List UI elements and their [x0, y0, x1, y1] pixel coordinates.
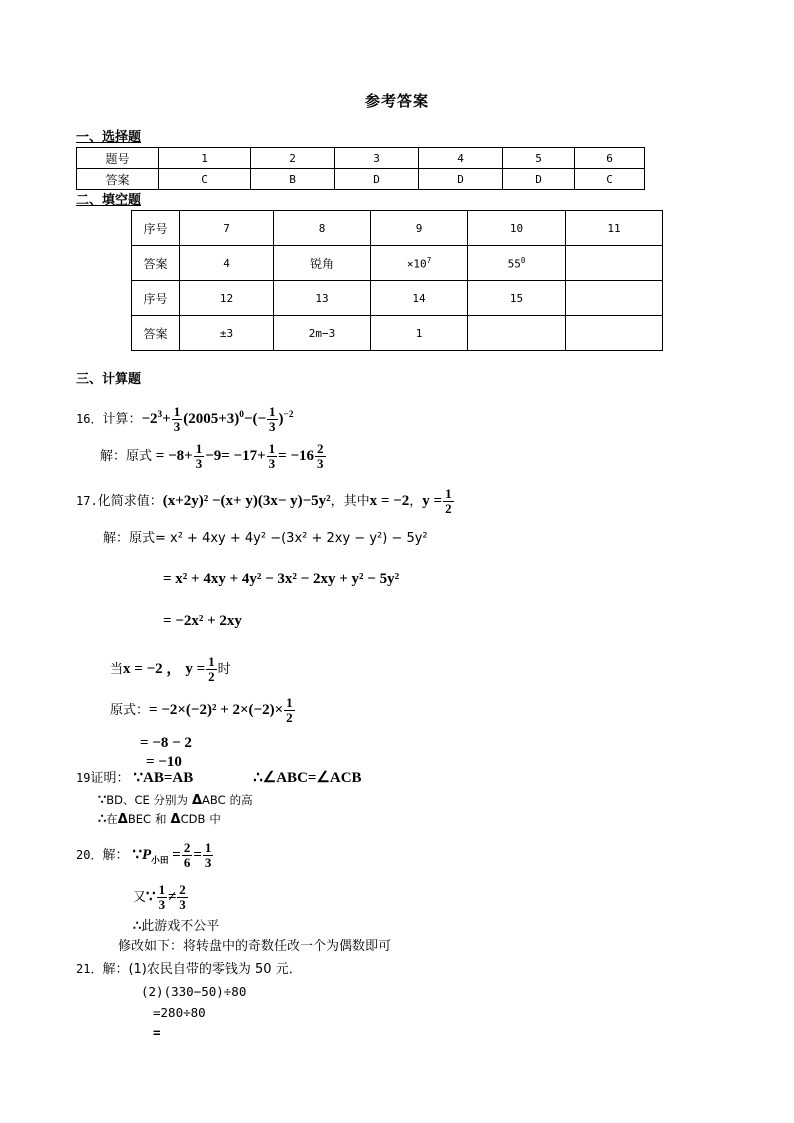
expr-op: −(− — [243, 411, 267, 428]
expr-paren: ) — [278, 411, 284, 428]
proof-text: 和 — [155, 812, 167, 826]
calc-text: =280÷80 — [153, 1005, 206, 1020]
cell-question-number: 6 — [575, 148, 645, 169]
cell-answer: C — [159, 169, 251, 190]
problem-20-probability — [132, 840, 214, 870]
problem-20-label: 解： — [102, 848, 129, 864]
cell-answer-base: ×10 — [406, 257, 427, 271]
problem-17-expression: (x+2y)² −(x+ y)(3x− y)−5y² — [162, 493, 331, 510]
step-text: = x² + 4xy + 4y² − 3x² − 2xy + y² − 5y² — [163, 571, 400, 587]
not-equal-symbol: ≠ — [168, 889, 177, 906]
result-text: = −10 — [146, 754, 182, 770]
result-text: = −8 − 2 — [140, 735, 192, 751]
fraction — [315, 442, 326, 470]
cell-answer: C — [575, 169, 645, 190]
expr-term: = −2×(−2)² + 2×(−2)× — [149, 702, 284, 719]
fraction-denominator: 3 — [179, 896, 186, 912]
problem-21-statement — [76, 963, 302, 976]
fraction — [267, 442, 278, 470]
problem-19-line-3 — [98, 812, 221, 826]
fraction-numerator: 1 — [445, 486, 452, 502]
fraction-denominator: 3 — [268, 455, 276, 471]
cell-question-number: 4 — [419, 148, 503, 169]
problem-17-step-2 — [163, 572, 399, 587]
proof-statement: ∠ABC=∠ACB — [262, 770, 362, 786]
fraction-denominator: 3 — [269, 418, 276, 434]
proof-text: BD、CE 分别为 — [106, 793, 188, 807]
section-heading-calc: 三、计算题 — [76, 372, 142, 387]
therefore-symbol: ∴ — [253, 770, 263, 786]
cell-question-number: 13 — [274, 281, 371, 316]
fraction-numerator: 2 — [183, 840, 191, 856]
table-row — [132, 316, 663, 351]
fraction — [203, 841, 214, 869]
cell-answer: 2m−3 — [274, 316, 371, 351]
row-label: 序号 — [132, 281, 180, 316]
fraction-numerator: 1 — [173, 404, 181, 420]
fraction — [443, 487, 454, 515]
row-label: 答案 — [77, 169, 159, 190]
cell-question-number: 5 — [503, 148, 575, 169]
section-heading-choice: 一、选择题 — [76, 130, 142, 145]
when-x: x = −2 ， — [123, 661, 182, 678]
expr-term: y = — [422, 493, 443, 510]
expr-op: = — [155, 448, 165, 465]
when-prefix: 当 — [110, 662, 124, 678]
problem-16-solution — [100, 443, 327, 471]
fraction-numerator: 1 — [269, 404, 276, 420]
problem-16-statement — [76, 406, 294, 434]
problem-17-step-3 — [163, 614, 242, 629]
expr-exponent: 3 — [157, 410, 163, 421]
fraction-numerator: 2 — [179, 882, 186, 898]
given-separator: ， — [409, 494, 423, 510]
proof-text: 中 — [209, 812, 221, 826]
fraction — [172, 405, 183, 433]
calc-text: (2)(330−50)÷80 — [141, 984, 247, 999]
probability-subscript: 小田 — [151, 856, 169, 867]
expr-op: = — [278, 448, 287, 465]
because-symbol: ∵ — [146, 889, 156, 906]
because-symbol: ∵ — [132, 847, 142, 864]
cell-answer-degree: 0 — [520, 255, 526, 265]
cell-question-number — [566, 281, 663, 316]
problem-20-line-4 — [118, 940, 391, 953]
fraction — [194, 442, 205, 470]
row-label: 题号 — [77, 148, 159, 169]
cell-answer: D — [503, 169, 575, 190]
cell-question-number: 15 — [468, 281, 566, 316]
problem-16-solution-math — [152, 441, 327, 471]
fraction-denominator: 3 — [317, 455, 324, 471]
fraction — [284, 696, 295, 724]
cell-question-number: 1 — [159, 148, 251, 169]
problem-17-given-y — [422, 486, 454, 516]
problem-17-label: 化简求值： — [97, 494, 163, 510]
modification-text: 修改如下：将转盘中的奇数任改一个为偶数即可 — [118, 939, 392, 954]
problem-19-line-2 — [98, 793, 253, 807]
problem-19-label: 证明： — [90, 771, 130, 786]
fraction-numerator: 1 — [286, 695, 293, 711]
cell-question-number: 11 — [566, 211, 663, 246]
row-label: 答案 — [132, 316, 180, 351]
cell-question-number: 9 — [371, 211, 468, 246]
step-text: 解：原式= x² + 4xy + 4y² −(3x² + 2xy − y²) − 5y² — [103, 531, 428, 546]
cell-answer: B — [251, 169, 335, 190]
substitution-math — [149, 695, 296, 725]
problem-17-result-1 — [140, 736, 192, 751]
fraction-numerator: 1 — [204, 840, 212, 856]
cell-answer: D — [419, 169, 503, 190]
expr-term: −2 — [141, 411, 158, 428]
problem-16-expression — [141, 404, 294, 434]
table-row — [132, 211, 663, 246]
fraction — [177, 883, 188, 911]
table-row — [132, 246, 663, 281]
fraction-denominator: 2 — [286, 709, 293, 725]
problem-21-line-1: (1)农民自带的零钱为 50 元． — [128, 962, 302, 977]
triangle-label: BEC — [127, 812, 152, 826]
cell-answer — [566, 316, 663, 351]
triangle-label: CDB — [180, 812, 206, 826]
cell-question-number: 12 — [180, 281, 274, 316]
problem-20-line-3 — [133, 919, 219, 933]
probability-symbol: P — [142, 847, 152, 864]
section-heading-fill: 二、填空题 — [76, 193, 142, 208]
problem-21-line-3 — [153, 1007, 206, 1020]
proof-statement: AB=AB — [143, 770, 194, 786]
problem-21-line-2 — [141, 986, 246, 999]
expr-term: −8+ — [168, 448, 193, 465]
fraction — [157, 883, 168, 911]
problem-17-given-x: x = −2 — [369, 493, 410, 510]
expr-exponent: 0 — [239, 410, 244, 421]
problem-20-inequality — [146, 882, 189, 912]
row-label: 答案 — [132, 246, 180, 281]
proof-text: 的高 — [229, 793, 253, 807]
fraction-denominator: 2 — [445, 500, 452, 516]
problem-16-number: 16． — [76, 412, 103, 427]
problem-21-number: 21． — [76, 962, 103, 976]
proof-text: 在 — [106, 812, 118, 826]
expr-exponent: −2 — [283, 410, 294, 421]
row-label: 序号 — [132, 211, 180, 246]
also-prefix: 又 — [133, 890, 147, 906]
cell-answer: D — [335, 169, 419, 190]
cell-answer: 4 — [180, 246, 274, 281]
when-y — [185, 654, 217, 684]
page-title: 参考答案 — [364, 92, 429, 110]
cell-question-number: 8 — [274, 211, 371, 246]
problem-17-given-text: ，其中 — [330, 494, 370, 510]
cell-question-number: 2 — [251, 148, 335, 169]
problem-20-number: 20． — [76, 848, 103, 863]
cell-question-number: 10 — [468, 211, 566, 246]
problem-20-statement — [76, 842, 214, 870]
substitution-prefix: 原式： — [110, 703, 150, 719]
expr-paren: (2005+3) — [183, 411, 240, 428]
expr-term: −17+ — [233, 448, 266, 465]
problem-17-when-line — [110, 656, 231, 684]
triangle-symbol: Δ — [117, 812, 128, 827]
therefore-symbol: ∴ — [133, 918, 142, 933]
problem-17-step-1 — [103, 532, 428, 545]
table-row — [77, 169, 645, 190]
problem-19-number: 19 — [76, 771, 91, 785]
fraction-denominator: 3 — [204, 854, 212, 870]
fraction-numerator: 2 — [317, 441, 324, 457]
problem-17-number: 17. — [76, 494, 98, 509]
triangle-symbol: Δ — [191, 793, 203, 808]
step-text: = −2x² + 2xy — [163, 613, 242, 629]
because-symbol: ∵ — [133, 770, 143, 786]
problem-21-label: 解： — [102, 962, 129, 977]
problem-17-result-2 — [146, 755, 182, 770]
proof-conclusion-1 — [253, 770, 361, 786]
fraction-denominator: 6 — [183, 854, 191, 870]
problem-16-label: 计算： — [102, 412, 142, 428]
cell-answer: ±3 — [180, 316, 274, 351]
problem-21-line-4 — [153, 1027, 161, 1040]
fraction-denominator: 3 — [158, 896, 166, 912]
solution-prefix: 解：原式 — [100, 449, 153, 465]
expr-term: −9= — [205, 448, 230, 465]
fraction-numerator: 1 — [158, 882, 166, 898]
cell-answer-exponent: 7 — [426, 255, 432, 265]
cell-answer: 1 — [371, 316, 468, 351]
expr-term: −16 — [290, 448, 315, 465]
fraction-denominator: 3 — [173, 418, 181, 434]
expr-op: + — [162, 411, 171, 428]
fraction-numerator: 1 — [195, 441, 203, 457]
expr-op: = — [172, 847, 181, 864]
because-symbol: ∵ — [98, 792, 107, 807]
table-row — [132, 281, 663, 316]
triangle-symbol: Δ — [170, 812, 181, 827]
expr-op: = — [193, 847, 202, 864]
cell-answer — [371, 246, 468, 281]
cell-answer — [468, 316, 566, 351]
cell-answer: 锐角 — [274, 246, 371, 281]
expr-term: y = — [185, 661, 206, 678]
cell-answer-base: 55 — [507, 257, 521, 271]
fraction-denominator: 2 — [208, 668, 215, 684]
choice-answer-table — [76, 147, 645, 190]
cell-question-number: 7 — [180, 211, 274, 246]
when-suffix: 时 — [217, 662, 231, 678]
fraction-numerator: 1 — [268, 441, 276, 457]
proof-line-1 — [133, 770, 193, 786]
therefore-symbol: ∴ — [98, 811, 107, 826]
cell-answer — [468, 246, 566, 281]
problem-17-substitution — [110, 697, 296, 725]
fraction-denominator: 3 — [195, 455, 203, 471]
problem-20-line-2 — [133, 884, 189, 912]
table-row — [77, 148, 645, 169]
fraction — [182, 841, 193, 869]
cell-answer — [566, 246, 663, 281]
fraction-numerator: 1 — [208, 654, 215, 670]
calc-text: = — [153, 1025, 161, 1040]
fraction — [267, 405, 278, 433]
conclusion-text: 此游戏不公平 — [141, 919, 220, 934]
problem-17-statement — [76, 488, 455, 516]
problem-19-statement — [76, 771, 362, 786]
fill-answer-table — [131, 210, 663, 351]
fraction — [206, 655, 217, 683]
triangle-label: ABC — [202, 793, 226, 807]
cell-question-number: 3 — [335, 148, 419, 169]
cell-question-number: 14 — [371, 281, 468, 316]
